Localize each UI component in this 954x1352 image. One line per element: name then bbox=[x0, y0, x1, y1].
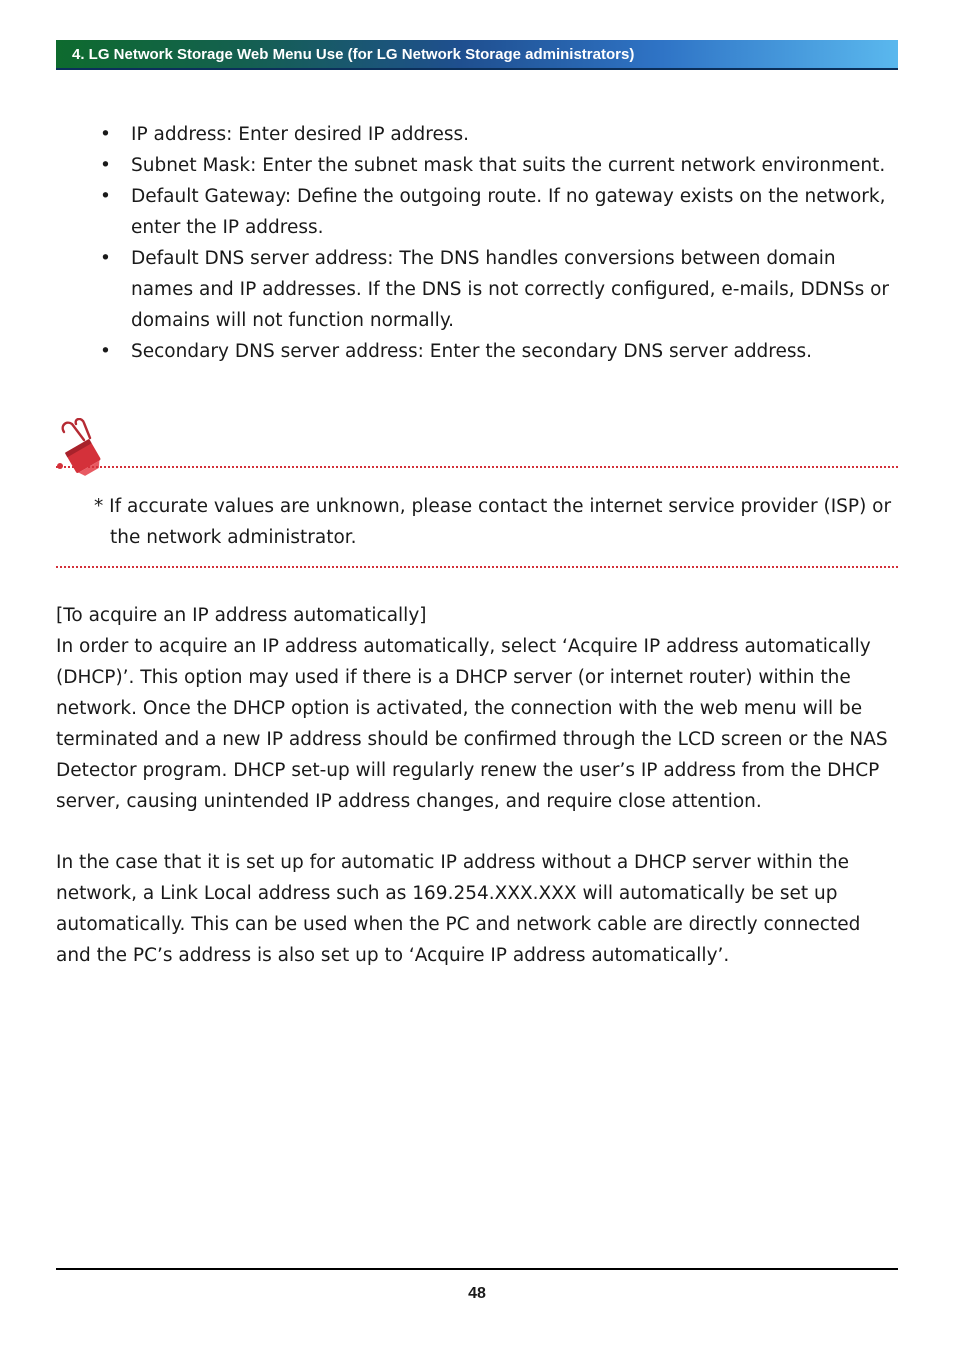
list-item-text: Secondary DNS server address: Enter the secondary DNS server address. bbox=[131, 341, 813, 362]
paragraph: In the case that it is set up for automatic IP address without a DHCP server within the network, a Link Local address such as 169.254.XXX.XXX will automatically be set up automatically. This can be used when the PC and network cable are directly connected and the PC’s address is also set up to ‘Acquire IP address automatically’. bbox=[56, 852, 861, 966]
paragraph: In order to acquire an IP address automatically, select ‘Acquire IP address automatically (DHCP)’. This option may used if there is a DHCP server (or internet router) within the network. Once the DHCP option is activated, the connection with the web menu will be terminated and a new IP address should be confirmed through the LCD screen or the NAS Detector program. DHCP set-up will regularly renew the user’s IP address from the DHCP server, causing unintended IP address changes, and require close attention. bbox=[56, 636, 888, 812]
list-item bbox=[100, 119, 900, 150]
list-item-text: IP address: Enter desired IP address. bbox=[131, 124, 469, 145]
note-bottom-divider bbox=[56, 566, 898, 568]
list-item-text: Subnet Mask: Enter the subnet mask that suits the current network environment. bbox=[131, 155, 886, 176]
list-item bbox=[100, 181, 900, 243]
bullet-icon: • bbox=[100, 186, 111, 207]
note-top-divider bbox=[56, 466, 898, 468]
paperclip-icon bbox=[54, 418, 110, 482]
note-text: * If accurate values are unknown, please contact the internet service provider (ISP) or the network administrator. bbox=[94, 496, 892, 548]
bullet-icon: • bbox=[100, 341, 111, 362]
list-item bbox=[100, 243, 900, 336]
bullet-icon: • bbox=[100, 155, 111, 176]
bullet-icon: • bbox=[100, 248, 111, 269]
section-header-bar bbox=[56, 40, 898, 70]
section-header-title: 4. LG Network Storage Web Menu Use (for LG Network Storage administrators) bbox=[72, 46, 635, 63]
list-item bbox=[100, 336, 900, 367]
list-item-text: Default Gateway: Define the outgoing route. If no gateway exists on the network, enter the IP address. bbox=[131, 186, 886, 238]
footer-divider bbox=[56, 1268, 898, 1270]
bullet-icon: • bbox=[100, 124, 111, 145]
list-item bbox=[100, 150, 900, 181]
field-description-list bbox=[100, 119, 900, 367]
section-heading: [To acquire an IP address automatically] bbox=[56, 605, 427, 626]
page-number: 48 bbox=[468, 1285, 486, 1302]
list-item-text: Default DNS server address: The DNS handles conversions between domain names and IP addresses. If the DNS is not correctly configured, e-mails, DDNSs or domains will not function normally. bbox=[131, 248, 890, 331]
